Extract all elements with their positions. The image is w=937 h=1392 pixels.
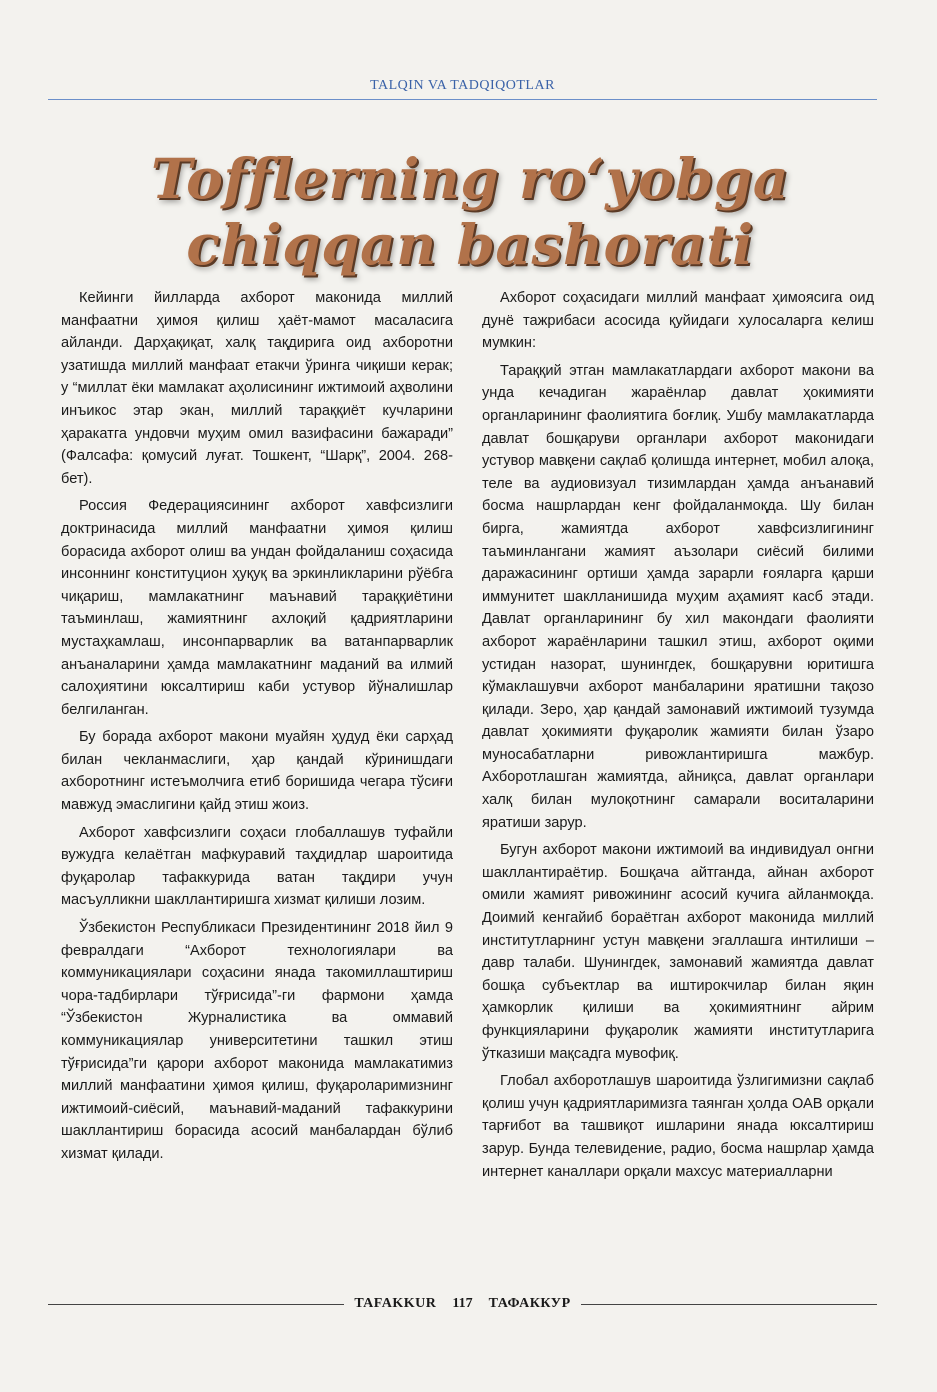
paragraph: Бу борада ахборот макони муайян ҳудуд ёки сарҳад билан чекланмаслиги, ҳар қандай кўринишдаги ахборотнинг истеъмолчига етиб боришида чегара тўсиғи мавжуд эмаслигини қайд этиш жоиз. bbox=[61, 729, 453, 814]
paragraph: Глобал ахборотлашув шароитида ўзлигимизни сақлаб қолиш учун қадриятларимизга таянган ҳолда ОАВ орқали тарғибот ва ташвиқот ишларини янада юксалтириш зарур. Бунда телевидение, радио, босма нашрлар ҳамда интернет каналлари орқали махсус материалларни bbox=[482, 1073, 874, 1180]
paragraph: Россия Федерациясининг ахборот хавфсизлиги доктринасида миллий манфаатни ҳимоя қилиш борасида ахборот олиш ва ундан фойдаланиш соҳасида инсоннинг конституцион ҳуқуқ ва эркинликларини рўёбга чиқариш, мамлакатнинг маънавий тараққиётини таъминлаш, жамиятнинг ахлоқий қадриятларини мустаҳкамлаш, инсонпарварлик ва ватанпарварлик анъаналарини ҳамда мамлакатнинг маданий ва илмий салоҳиятини юксалтириш каби устувор йўналишлар белгиланган. bbox=[61, 498, 453, 718]
paragraph: Бугун ахборот макони ижтимоий ва индивидуал онгни шакллантираётир. Бошқача айтганда, айнан ахборот омили жамият ривожининг асосий кучига айланмоқда. Доимий кенгайиб бораётган ахборот маконида миллий институтларнинг устун мавқени эгаллашга интилиши – давр талаби. Шунингдек, замонавий жамиятда давлат бошқа субъектлар ва иштирокчилар билан яқин ҳамкорлик қилиши ва ҳокимиятнинг айрим функцияларини фуқаролик жамияти институтларига ўтказиши мақсадга мувофиқ. bbox=[482, 842, 874, 1062]
paragraph: Ўзбекистон Республикаси Президентининг 2018 йил 9 февралдаги “Ахборот технологиялари ва коммуникациялари соҳасини янада такомиллаштириш чора-тадбирлари тўғрисида”-ги фармони ҳамда “Ўзбекистон Журналистика ва оммавий коммуникациялар университетини ташкил этиш тўғрисида”ги қарори ахборот маконида мамлакатимиз миллий манфаатини ҳимоя қилиш, фуқароларимизнинг ижтимоий-сиёсий, маънавий-маданий тафаккурини шакллантириш борасида асосий манбалардан бўлиб хизмат қилади. bbox=[61, 920, 453, 1162]
footer-rule-left bbox=[48, 1304, 344, 1305]
page-number: 117 bbox=[452, 1296, 473, 1311]
page-footer bbox=[48, 1292, 877, 1316]
header-rule bbox=[48, 99, 877, 100]
article-title-line-1: Tofflerning ro‘yobga bbox=[151, 146, 789, 211]
paragraph: Ахборот соҳасидаги миллий манфаат ҳимоясига оид дунё тажрибаси асосида қуйидаги хулосаларга келиш мумкин: bbox=[482, 290, 874, 352]
article-title-line-2: chiqqan bashorati bbox=[186, 212, 754, 277]
paragraph: Тараққий этган мамлакатлардаги ахборот макони ва унда кечадиган жараёнлар давлат ҳокимияти органларининг фаолиятига боғлиқ. Ушбу мамлакатларда давлат бошқаруви органлари ахборот маконидаги устувор мавқени сақлаб қолишда интернет, мобил алоқа, теле ва аудиовизуал тизимлардан ҳамда анъанавий босма нашрлардан кенг фойдаланмоқда. Шу билан бирга, жамиятда ахборот хавфсизлигининг таъминлангани жамият аъзолари сиёсий билими даражасининг ортиши ҳамда зарарли ғояларга қарши иммунитет шаклланишида муҳим аҳамият касб этади. Давлат органларининг бу хил макондаги фаолияти ахборот жараёнларини ташкил этиш, ахборот оқими устидан назорат, шунингдек, бошқарувни юритишга кўмаклашувчи ахборот манбаларини яратишни тақозо қилади. Зеро, ҳар қандай замонавий ижтимоий тузумда давлат ҳокимияти фуқаролик жамияти билан ўзаро муносабатларни ривожлантиришга мажбур. Ахборотлашган жамиятда, айниқса, давлат органлари халқ билан мулоқотнинг самарали воситаларини яратиши зарур. bbox=[482, 362, 874, 831]
right-column bbox=[482, 287, 874, 1183]
article-title bbox=[100, 146, 840, 278]
paragraph: Ахборот хавфсизлиги соҳаси глобаллашув туфайли вужудга келаётган мафкуравий таҳдидлар шароитида фуқаролар тафаккурида ватан тақдири учун масъулликни шакллантиришга хизмат қилиши лозим. bbox=[61, 824, 453, 909]
footer-journal-cyrillic: ТАФАККУР bbox=[488, 1296, 571, 1311]
paragraph: Кейинги йилларда ахборот маконида миллий манфаатни ҳимоя қилиш ҳаёт-мамот масаласига айланди. Дарҳақиқат, халқ тақдирига оид ахборотни узатишда миллий манфаат етакчи ўринга чиқиши керак; у “миллат ёки мамлакат аҳолисининг ижтимоий аҳволини инъикос этар экан, миллий тараққиёт кучларини ҳаракатга ундовчи муҳим омил вазифасини бажаради” (Фалсафа: қомусий луғат. Тошкент, “Шарқ”, 2004. 268-бет). bbox=[61, 290, 453, 487]
left-column bbox=[61, 287, 453, 1166]
running-header: TALQIN VA TADQIQOTLAR bbox=[370, 78, 555, 93]
footer-journal-latin: TAFAKKUR bbox=[354, 1296, 437, 1311]
footer-rule-right bbox=[581, 1304, 877, 1305]
